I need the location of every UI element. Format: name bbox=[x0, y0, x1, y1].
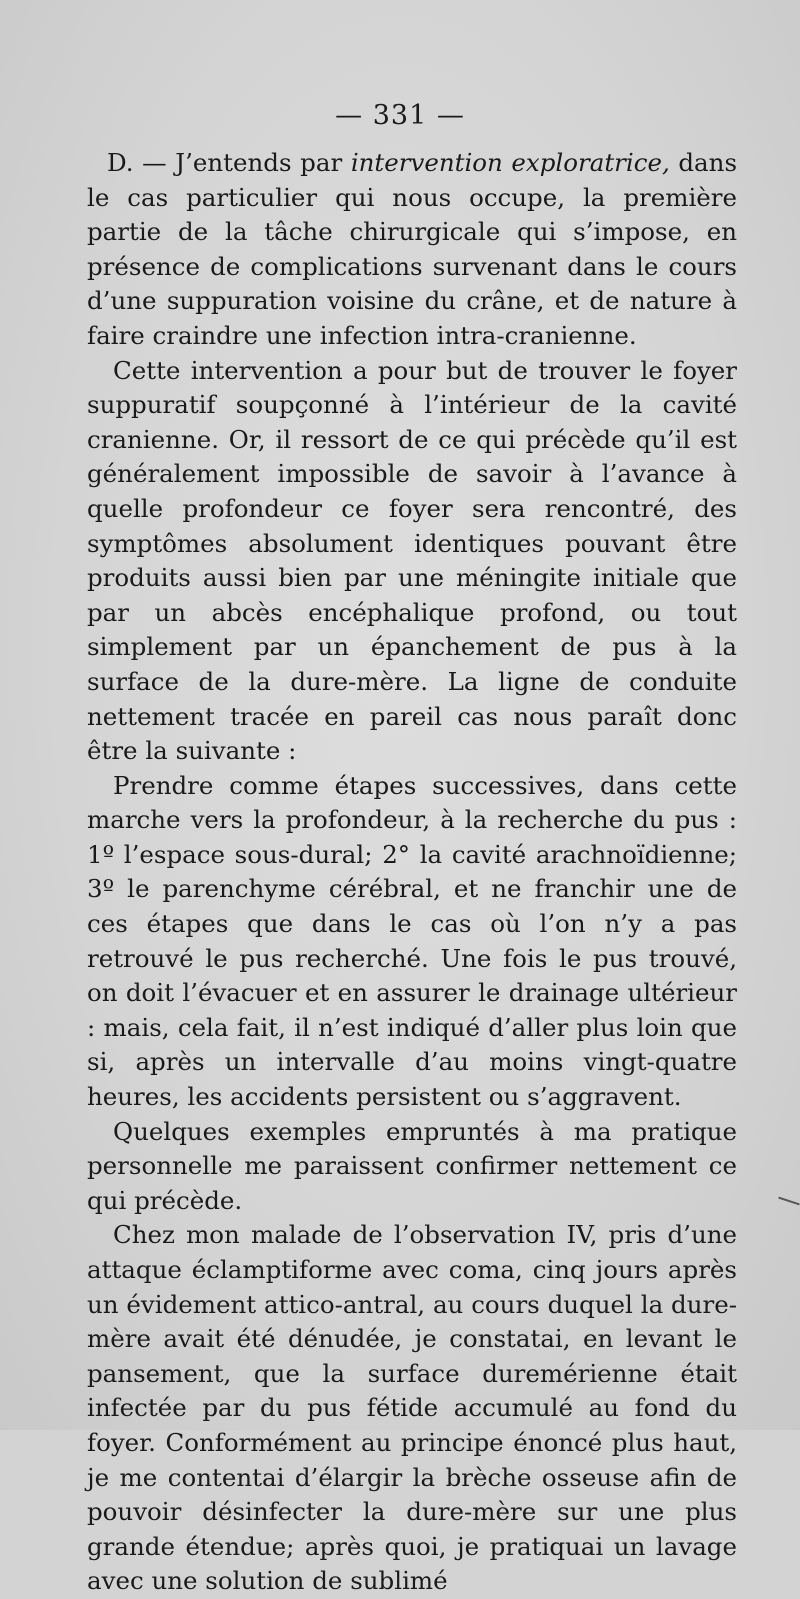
paragraph-1 bbox=[87, 146, 737, 354]
page-edge-mark bbox=[778, 1197, 800, 1206]
paragraph-5: Chez mon malade de l’observation IV, pris d’une attaque éclamptiforme avec coma, cinq jours après un évidement attico-antral, au cours duquel la dure-mère avait été dénudée, je constatai, en levant le pansement, que la surface duremérienne était infectée par du pus fétide accumulé au fond du foyer. Conformément au principe énoncé plus haut, je me contentai d’élargir la brèche osseuse afin de pouvoir désinfecter la dure-mère sur une plus grande étendue; après quoi, je pratiquai un lavage avec une solution de sublimé bbox=[87, 1220, 737, 1596]
body-text bbox=[87, 146, 737, 1599]
page-number: — 331 — bbox=[335, 100, 465, 131]
paragraph-2: Cette intervention a pour but de trouver le foyer suppuratif soupçonné à l’intérieur de la cavité cranienne. Or, il ressort de ce qui précède qu’il est généralement impossible de savoir à l’avance à quelle profondeur ce foyer sera rencontré, des symptômes absolument identiques pouvant être produits aussi bien par une méningite initiale que par un abcès encéphalique profond, ou tout simplement par un épanchement de pus à la surface de la dure-mère. La ligne de conduite nettement tracée en pareil cas nous paraît donc être la suivante : bbox=[87, 355, 737, 766]
paragraph-3: Prendre comme étapes successives, dans cette marche vers la profondeur, à la recherche du pus : 1º l’espace sous-dural; 2° la cavité arachnoïdienne; 3º le parenchyme cérébral, et ne franchir une de ces étapes que dans le cas où l’on n’y a pas retrouvé le pus recherché. Une fois le pus trouvé, on doit l’évacuer et en assurer le drainage ultérieur : mais, cela fait, il n’est indiqué d’aller plus loin que si, après un intervalle d’au moins vingt-quatre heures, les accidents persistent ou s’aggravent. bbox=[87, 770, 737, 1112]
paragraph-1-text: dans le cas particulier qui nous occupe, la première partie de la tâche chirurgicale qui s’impose, en présence de complications survenant dans le cours d’une suppuration voisine du crâne, et de nature à faire craindre une infection intra-cranienne. bbox=[87, 148, 738, 350]
paragraph-1-lead: D. — J’entends par bbox=[107, 148, 351, 177]
paragraph-1-emphasis: intervention exploratrice, bbox=[350, 148, 670, 177]
paragraph-4: Quelques exemples empruntés à ma pratique personnelle me paraissent confirmer nettement ce qui précède. bbox=[87, 1116, 737, 1215]
